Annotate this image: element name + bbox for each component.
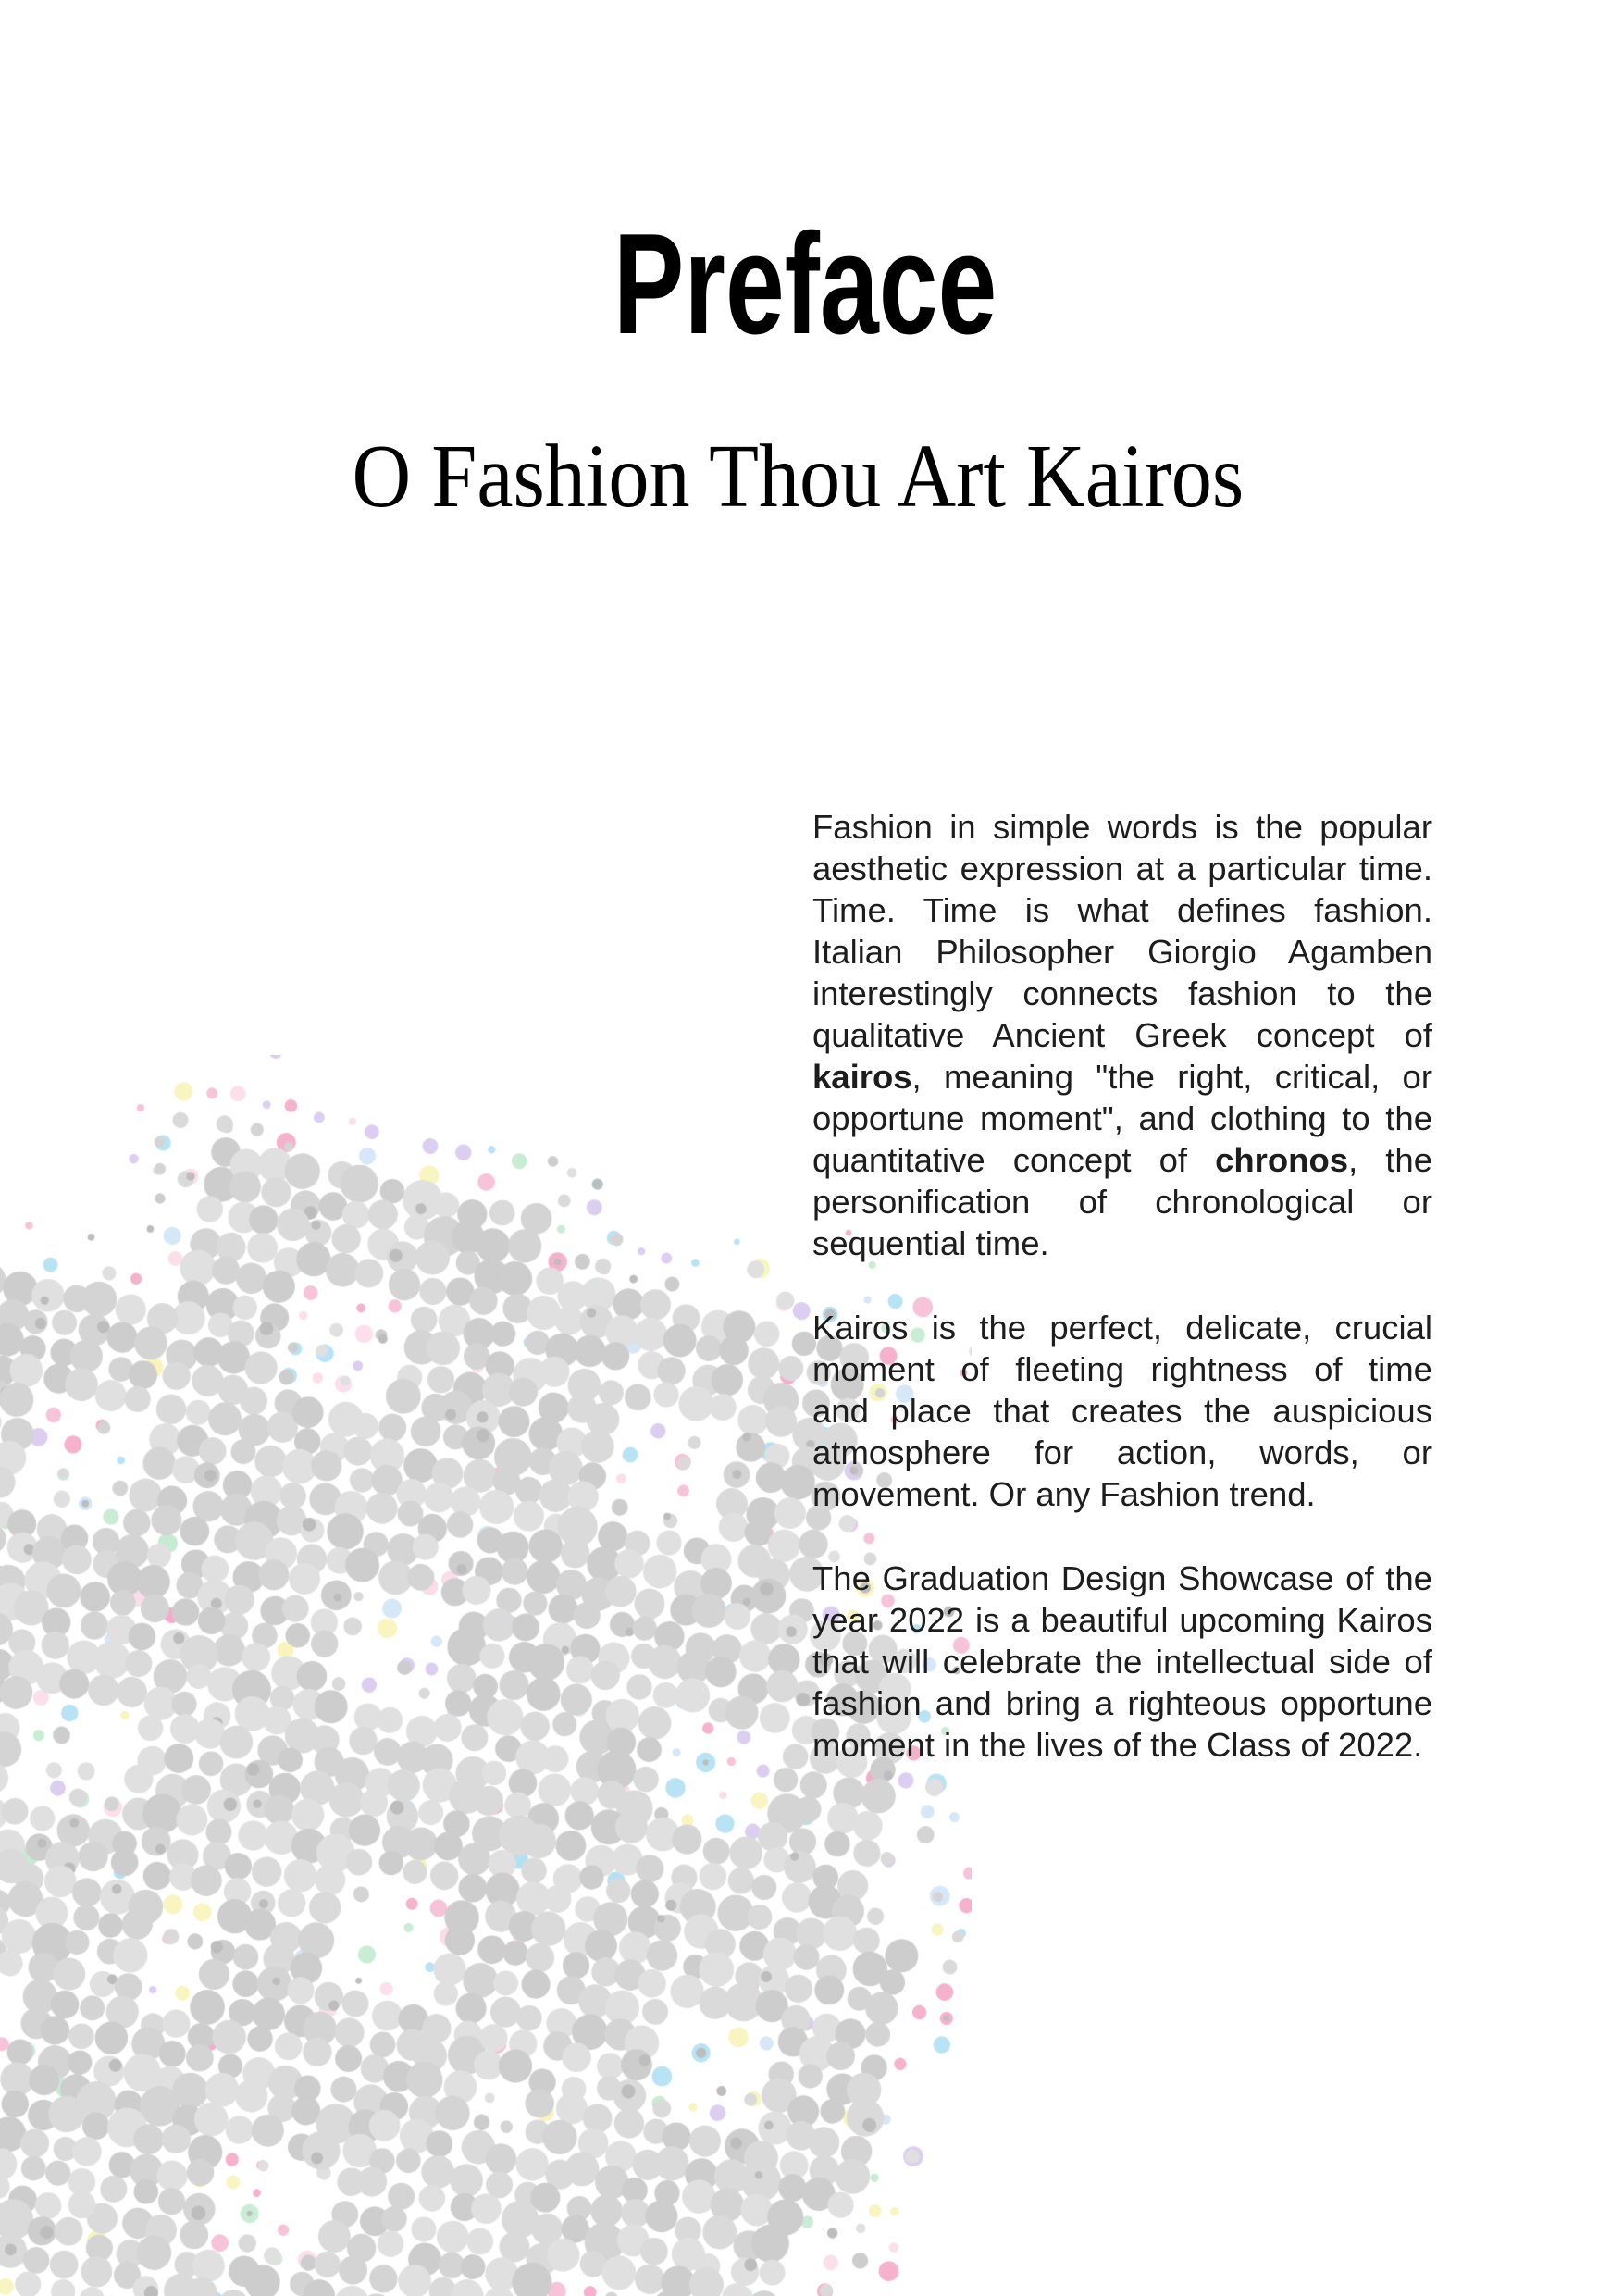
- body-text-column: [812, 806, 1432, 1766]
- page-title: [0, 204, 1610, 364]
- body-line: Time. Time is what defines fashion.: [812, 891, 1432, 929]
- paragraph: [812, 1558, 1432, 1766]
- body-line: Fashion in simple words is the popular: [812, 808, 1432, 846]
- paragraph: [812, 806, 1432, 1264]
- body-line: personification of chronological or: [812, 1183, 1432, 1221]
- body-line: movement. Or any Fashion trend.: [812, 1475, 1316, 1513]
- page-title-text: Preface: [613, 204, 997, 364]
- body-line: sequential time.: [812, 1224, 1049, 1262]
- page-subtitle-text: O Fashion Thou Art Kairos: [352, 427, 1244, 527]
- body-line: moment of fleeting rightness of time: [812, 1350, 1432, 1388]
- body-line: The Graduation Design Showcase of the: [812, 1559, 1432, 1597]
- paragraph: [812, 1307, 1432, 1515]
- body-line: year 2022 is a beautiful upcoming Kairos: [812, 1601, 1432, 1639]
- body-line: kairos, meaning "the right, critical, or: [812, 1058, 1432, 1096]
- body-line: Italian Philosopher Giorgio Agamben: [812, 933, 1432, 971]
- body-line: atmosphere for action, words, or: [812, 1433, 1432, 1471]
- body-line: that will celebrate the intellectual side of: [812, 1643, 1432, 1681]
- body-line: Kairos is the perfect, delicate, crucial: [812, 1309, 1432, 1347]
- body-line: and place that creates the auspicious: [812, 1392, 1432, 1430]
- body-line: opportune moment", and clothing to the: [812, 1099, 1432, 1137]
- body-line: moment in the lives of the Class of 2022.: [812, 1726, 1423, 1764]
- body-line: quantitative concept of chronos, the: [812, 1141, 1432, 1179]
- body-line: interestingly connects fashion to the: [812, 974, 1432, 1012]
- body-line: aesthetic expression at a particular time.: [812, 850, 1432, 887]
- body-line: qualitative Ancient Greek concept of: [812, 1016, 1432, 1054]
- body-line: fashion and bring a righteous opportune: [812, 1684, 1432, 1722]
- page-subtitle: [0, 427, 1595, 527]
